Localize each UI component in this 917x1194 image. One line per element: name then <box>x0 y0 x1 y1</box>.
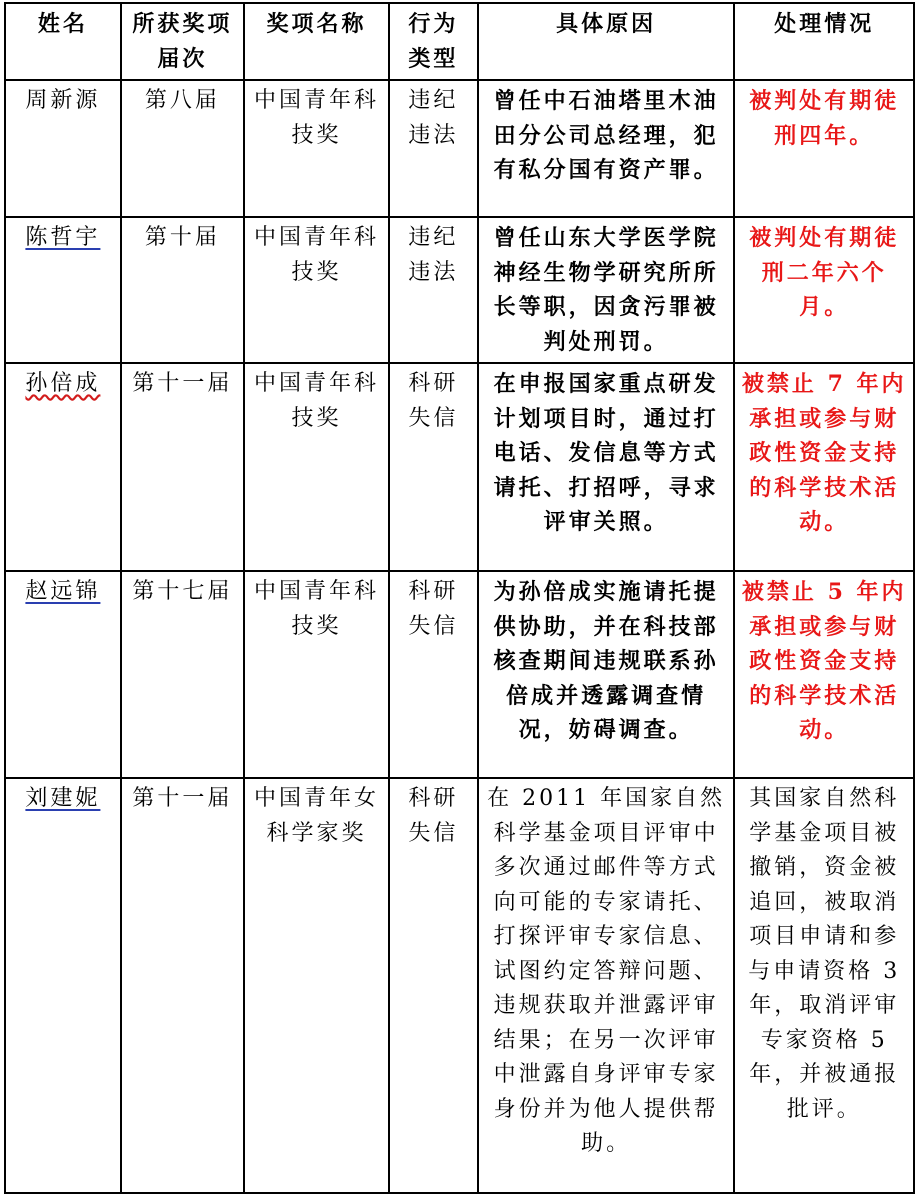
header-name: 姓名 <box>5 3 121 80</box>
cell-type: 违纪违法 <box>389 80 478 217</box>
cell-session: 第十一届 <box>121 778 244 1193</box>
cell-name <box>5 80 121 217</box>
header-row <box>5 3 914 80</box>
table-row <box>5 80 914 217</box>
cell-result: 其国家自然科学基金项目被撤销，资金被追回，被取消项目申请和参与申请资格 3 年，取消评审专家资格 5 年，并被通报批评。 <box>734 778 914 1193</box>
cell-award: 中国青年科技奖 <box>244 363 389 571</box>
table-row <box>5 217 914 363</box>
cell-type: 违纪违法 <box>389 217 478 363</box>
header-type: 行为类型 <box>389 3 478 80</box>
header-reason: 具体原因 <box>478 3 735 80</box>
cell-result: 被判处有期徒刑四年。 <box>734 80 914 217</box>
cell-session: 第八届 <box>121 80 244 217</box>
cell-award: 中国青年女科学家奖 <box>244 778 389 1193</box>
award-revocation-table <box>4 2 915 1194</box>
cell-award: 中国青年科技奖 <box>244 571 389 778</box>
cell-type: 科研失信 <box>389 571 478 778</box>
cell-session: 第十七届 <box>121 571 244 778</box>
table-row <box>5 363 914 571</box>
cell-reason: 在 2011 年国家自然科学基金项目评审中多次通过邮件等方式向可能的专家请托、打探评审专家信息、试图约定答辩问题、违规获取并泄露评审结果；在另一次评审中泄露自身评审专家身份并为他人提供帮助。 <box>478 778 735 1193</box>
cell-name <box>5 363 121 571</box>
person-name-link[interactable]: 陈哲宇 <box>25 225 101 250</box>
person-name: 周新源 <box>25 88 101 113</box>
cell-reason: 在申报国家重点研发计划项目时，通过打电话、发信息等方式请托、打招呼，寻求评审关照。 <box>478 363 735 571</box>
cell-result: 被判处有期徒刑二年六个月。 <box>734 217 914 363</box>
cell-reason: 为孙倍成实施请托提供协助，并在科技部核查期间违规联系孙倍成并透露调查情况，妨碍调查。 <box>478 571 735 778</box>
cell-award: 中国青年科技奖 <box>244 80 389 217</box>
cell-session: 第十届 <box>121 217 244 363</box>
cell-type: 科研失信 <box>389 778 478 1193</box>
cell-session: 第十一届 <box>121 363 244 571</box>
cell-type: 科研失信 <box>389 363 478 571</box>
table-row <box>5 571 914 778</box>
person-name-link[interactable]: 刘建妮 <box>25 786 101 811</box>
table-row <box>5 778 914 1193</box>
header-result: 处理情况 <box>734 3 914 80</box>
cell-result: 被禁止 5 年内承担或参与财政性资金支持的科学技术活动。 <box>734 571 914 778</box>
cell-name <box>5 217 121 363</box>
header-session: 所获奖项届次 <box>121 3 244 80</box>
cell-reason: 曾任中石油塔里木油田分公司总经理，犯有私分国有资产罪。 <box>478 80 735 217</box>
header-award: 奖项名称 <box>244 3 389 80</box>
person-name-link[interactable]: 赵远锦 <box>25 579 101 604</box>
person-name: 孙倍成 <box>25 371 101 396</box>
cell-result: 被禁止 7 年内承担或参与财政性资金支持的科学技术活动。 <box>734 363 914 571</box>
cell-award: 中国青年科技奖 <box>244 217 389 363</box>
cell-name <box>5 571 121 778</box>
cell-name <box>5 778 121 1193</box>
cell-reason: 曾任山东大学医学院神经生物学研究所所长等职，因贪污罪被判处刑罚。 <box>478 217 735 363</box>
